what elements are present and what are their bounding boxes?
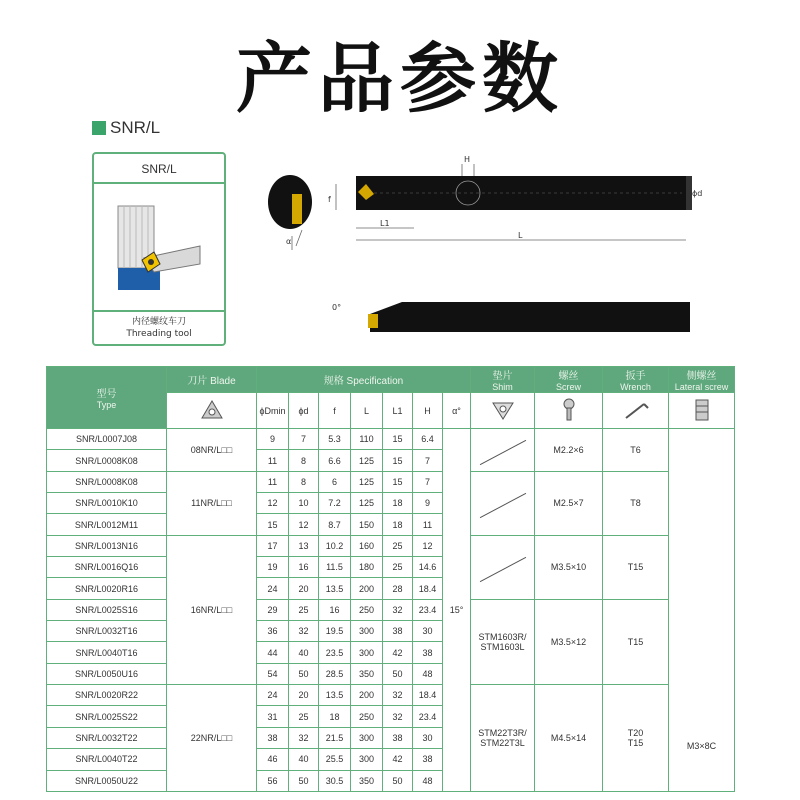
col-blade: 刀片 Blade [167, 367, 257, 393]
cell-spec: 10.2 [319, 535, 351, 556]
cell-spec: 28 [383, 578, 413, 599]
cell-spec: 200 [351, 578, 383, 599]
cell-type: SNR/L0050U22 [47, 770, 167, 791]
dim-d: ϕd [692, 189, 703, 198]
dim-H: H [464, 155, 471, 164]
cell-spec: 18 [319, 706, 351, 727]
cell-spec: 38 [413, 642, 443, 663]
cell-spec: 17 [257, 535, 289, 556]
cell-type: SNR/L0032T16 [47, 621, 167, 642]
tool-drawing [262, 150, 712, 350]
col-type: 型号 Type [47, 367, 167, 429]
cell-spec: 23.4 [413, 599, 443, 620]
cell-spec: 13.5 [319, 685, 351, 706]
col-lateral: 侧螺丝 Lateral screw [669, 367, 735, 393]
cell-spec: 29 [257, 599, 289, 620]
cell-spec: 32 [289, 727, 319, 748]
cell-spec: 300 [351, 621, 383, 642]
cell-spec: 15 [383, 450, 413, 471]
cell-spec: 8.7 [319, 514, 351, 535]
cell-spec: 150 [351, 514, 383, 535]
cell-spec: 21.5 [319, 727, 351, 748]
cell-spec: 25 [383, 557, 413, 578]
tool-card-header: SNR/L [94, 154, 224, 184]
cell-spec: 5.3 [319, 429, 351, 450]
cell-blade: 11NR/L□□ [167, 471, 257, 535]
cell-type: SNR/L0050U16 [47, 663, 167, 684]
spec-col-f: f [319, 393, 351, 429]
cell-wrench: T8 [603, 471, 669, 535]
cell-spec: 38 [383, 727, 413, 748]
cell-spec: 23.5 [319, 642, 351, 663]
cell-spec: 15 [383, 471, 413, 492]
cell-spec: 23.4 [413, 706, 443, 727]
dim-f: f [328, 195, 331, 204]
section-legend [92, 118, 160, 138]
cell-spec: 18 [383, 493, 413, 514]
cell-spec: 200 [351, 685, 383, 706]
cell-spec: 6.4 [413, 429, 443, 450]
cell-spec: 38 [413, 749, 443, 770]
cell-type: SNR/L0032T22 [47, 727, 167, 748]
col-wrench: 扳手 Wrench [603, 367, 669, 393]
cell-spec: 15 [383, 429, 413, 450]
cell-spec: 25 [289, 599, 319, 620]
lateral-screw-icon [669, 393, 735, 429]
cell-spec: 13 [289, 535, 319, 556]
cell-spec: 32 [383, 599, 413, 620]
table-row [47, 471, 735, 492]
cell-type: SNR/L0040T22 [47, 749, 167, 770]
cell-spec: 125 [351, 450, 383, 471]
cell-spec: 40 [289, 749, 319, 770]
legend-label: SNR/L [110, 118, 161, 137]
spec-table [46, 366, 735, 792]
cell-spec: 36 [257, 621, 289, 642]
cell-spec: 32 [383, 685, 413, 706]
wrench-icon [603, 393, 669, 429]
spec-col-H: H [413, 393, 443, 429]
cell-blade: 08NR/L□□ [167, 429, 257, 472]
cell-spec: 32 [289, 621, 319, 642]
cell-spec: 125 [351, 493, 383, 514]
cell-spec: 10 [289, 493, 319, 514]
table-row [47, 535, 735, 556]
legend-swatch [92, 121, 106, 135]
table-row [47, 685, 735, 706]
cell-type: SNR/L0040T16 [47, 642, 167, 663]
cell-spec: 7 [413, 450, 443, 471]
cell-blade: 16NR/L□□ [167, 535, 257, 684]
cell-spec: 50 [383, 770, 413, 791]
cell-spec: 125 [351, 471, 383, 492]
caption-en: Threading tool [126, 329, 192, 339]
cell-spec: 300 [351, 749, 383, 770]
cell-spec: 16 [319, 599, 351, 620]
dim-L: L [518, 231, 523, 240]
cell-spec: 50 [383, 663, 413, 684]
cell-spec: 14.6 [413, 557, 443, 578]
cell-spec: 24 [257, 685, 289, 706]
cell-spec: 300 [351, 642, 383, 663]
shim-icon [471, 393, 535, 429]
cell-spec: 180 [351, 557, 383, 578]
cell-type: SNR/L0010K10 [47, 493, 167, 514]
dim-L1: L1 [380, 219, 390, 228]
cell-spec: 7.2 [319, 493, 351, 514]
cell-spec: 6.6 [319, 450, 351, 471]
cell-spec: 15 [257, 514, 289, 535]
cell-spec: 250 [351, 599, 383, 620]
cell-type: SNR/L0020R16 [47, 578, 167, 599]
cell-spec: 11 [413, 514, 443, 535]
cell-spec: 110 [351, 429, 383, 450]
caption-divider [94, 310, 224, 312]
cell-spec: 42 [383, 749, 413, 770]
cell-screw: M2.5×7 [535, 471, 603, 535]
cell-spec: 25 [383, 535, 413, 556]
cell-spec: 12 [413, 535, 443, 556]
cell-spec: 11.5 [319, 557, 351, 578]
cell-alpha: 15° [443, 429, 471, 792]
cell-spec: 300 [351, 727, 383, 748]
cell-spec: 7 [413, 471, 443, 492]
cell-spec: 20 [289, 685, 319, 706]
cell-screw: M3.5×10 [535, 535, 603, 599]
cell-spec: 42 [383, 642, 413, 663]
cell-type: SNR/L0020R22 [47, 685, 167, 706]
caption-cn: 内径螺纹车刀 [131, 317, 186, 327]
cell-spec: 19 [257, 557, 289, 578]
cell-spec: 31 [257, 706, 289, 727]
page-title: 产品参数 [236, 34, 564, 123]
cell-shim [471, 535, 535, 599]
spec-col-d: ϕd [289, 393, 319, 429]
cell-spec: 7 [289, 429, 319, 450]
cell-spec: 54 [257, 663, 289, 684]
tool-caption [94, 316, 224, 340]
cell-spec: 25.5 [319, 749, 351, 770]
cell-shim: STM22T3R/ STM22T3L [471, 685, 535, 792]
screw-icon [535, 393, 603, 429]
spec-col-dmin: ϕDmin [257, 393, 289, 429]
col-shim: 垫片 Shim [471, 367, 535, 393]
blade-icon [167, 393, 257, 429]
spec-col-L1: L1 [383, 393, 413, 429]
col-spec: 规格 Specification [257, 367, 471, 393]
dim-alpha: α [286, 237, 292, 246]
cell-lateral-screw: M3×8C [669, 429, 735, 792]
cell-spec: 30.5 [319, 770, 351, 791]
cell-spec: 30 [413, 621, 443, 642]
spec-table-body [47, 429, 735, 792]
cell-spec: 56 [257, 770, 289, 791]
cell-spec: 350 [351, 663, 383, 684]
cell-type: SNR/L0007J08 [47, 429, 167, 450]
cell-spec: 40 [289, 642, 319, 663]
cell-screw: M2.2×6 [535, 429, 603, 472]
cell-spec: 8 [289, 471, 319, 492]
cell-blade: 22NR/L□□ [167, 685, 257, 792]
cell-spec: 24 [257, 578, 289, 599]
cell-wrench: T20 T15 [603, 685, 669, 792]
cell-wrench: T6 [603, 429, 669, 472]
cell-wrench: T15 [603, 599, 669, 684]
cell-spec: 350 [351, 770, 383, 791]
cell-spec: 250 [351, 706, 383, 727]
cell-spec: 160 [351, 535, 383, 556]
cell-spec: 16 [289, 557, 319, 578]
cell-type: SNR/L0025S16 [47, 599, 167, 620]
cell-spec: 11 [257, 471, 289, 492]
cell-spec: 19.5 [319, 621, 351, 642]
cell-spec: 50 [289, 663, 319, 684]
cell-spec: 6 [319, 471, 351, 492]
cell-spec: 9 [413, 493, 443, 514]
cell-spec: 38 [383, 621, 413, 642]
cell-type: SNR/L0025S22 [47, 706, 167, 727]
table-row [47, 599, 735, 620]
col-screw: 螺丝 Screw [535, 367, 603, 393]
cell-shim [471, 471, 535, 535]
cell-spec: 25 [289, 706, 319, 727]
cell-spec: 9 [257, 429, 289, 450]
cell-spec: 48 [413, 663, 443, 684]
cell-shim [471, 429, 535, 472]
cell-spec: 11 [257, 450, 289, 471]
cell-spec: 12 [289, 514, 319, 535]
spec-col-alpha: α° [443, 393, 471, 429]
cell-screw: M3.5×12 [535, 599, 603, 684]
table-row [47, 429, 735, 450]
cell-spec: 18 [383, 514, 413, 535]
cell-shim: STM1603R/ STM1603L [471, 599, 535, 684]
cell-type: SNR/L0008K08 [47, 450, 167, 471]
cell-spec: 44 [257, 642, 289, 663]
cell-spec: 30 [413, 727, 443, 748]
tool-card [92, 152, 226, 346]
cell-type: SNR/L0016Q16 [47, 557, 167, 578]
cell-spec: 13.5 [319, 578, 351, 599]
cell-spec: 38 [257, 727, 289, 748]
cell-wrench: T15 [603, 535, 669, 599]
cell-spec: 12 [257, 493, 289, 514]
cell-spec: 50 [289, 770, 319, 791]
spec-col-L: L [351, 393, 383, 429]
cell-spec: 32 [383, 706, 413, 727]
cell-screw: M4.5×14 [535, 685, 603, 792]
cell-spec: 28.5 [319, 663, 351, 684]
cell-spec: 18.4 [413, 685, 443, 706]
cell-spec: 8 [289, 450, 319, 471]
cell-spec: 48 [413, 770, 443, 791]
cell-spec: 46 [257, 749, 289, 770]
threading-tool-illustration [114, 202, 204, 298]
cell-spec: 20 [289, 578, 319, 599]
cell-spec: 18.4 [413, 578, 443, 599]
cell-type: SNR/L0012M11 [47, 514, 167, 535]
cell-type: SNR/L0008K08 [47, 471, 167, 492]
cell-type: SNR/L0013N16 [47, 535, 167, 556]
dim-zero: 0° [332, 303, 342, 312]
